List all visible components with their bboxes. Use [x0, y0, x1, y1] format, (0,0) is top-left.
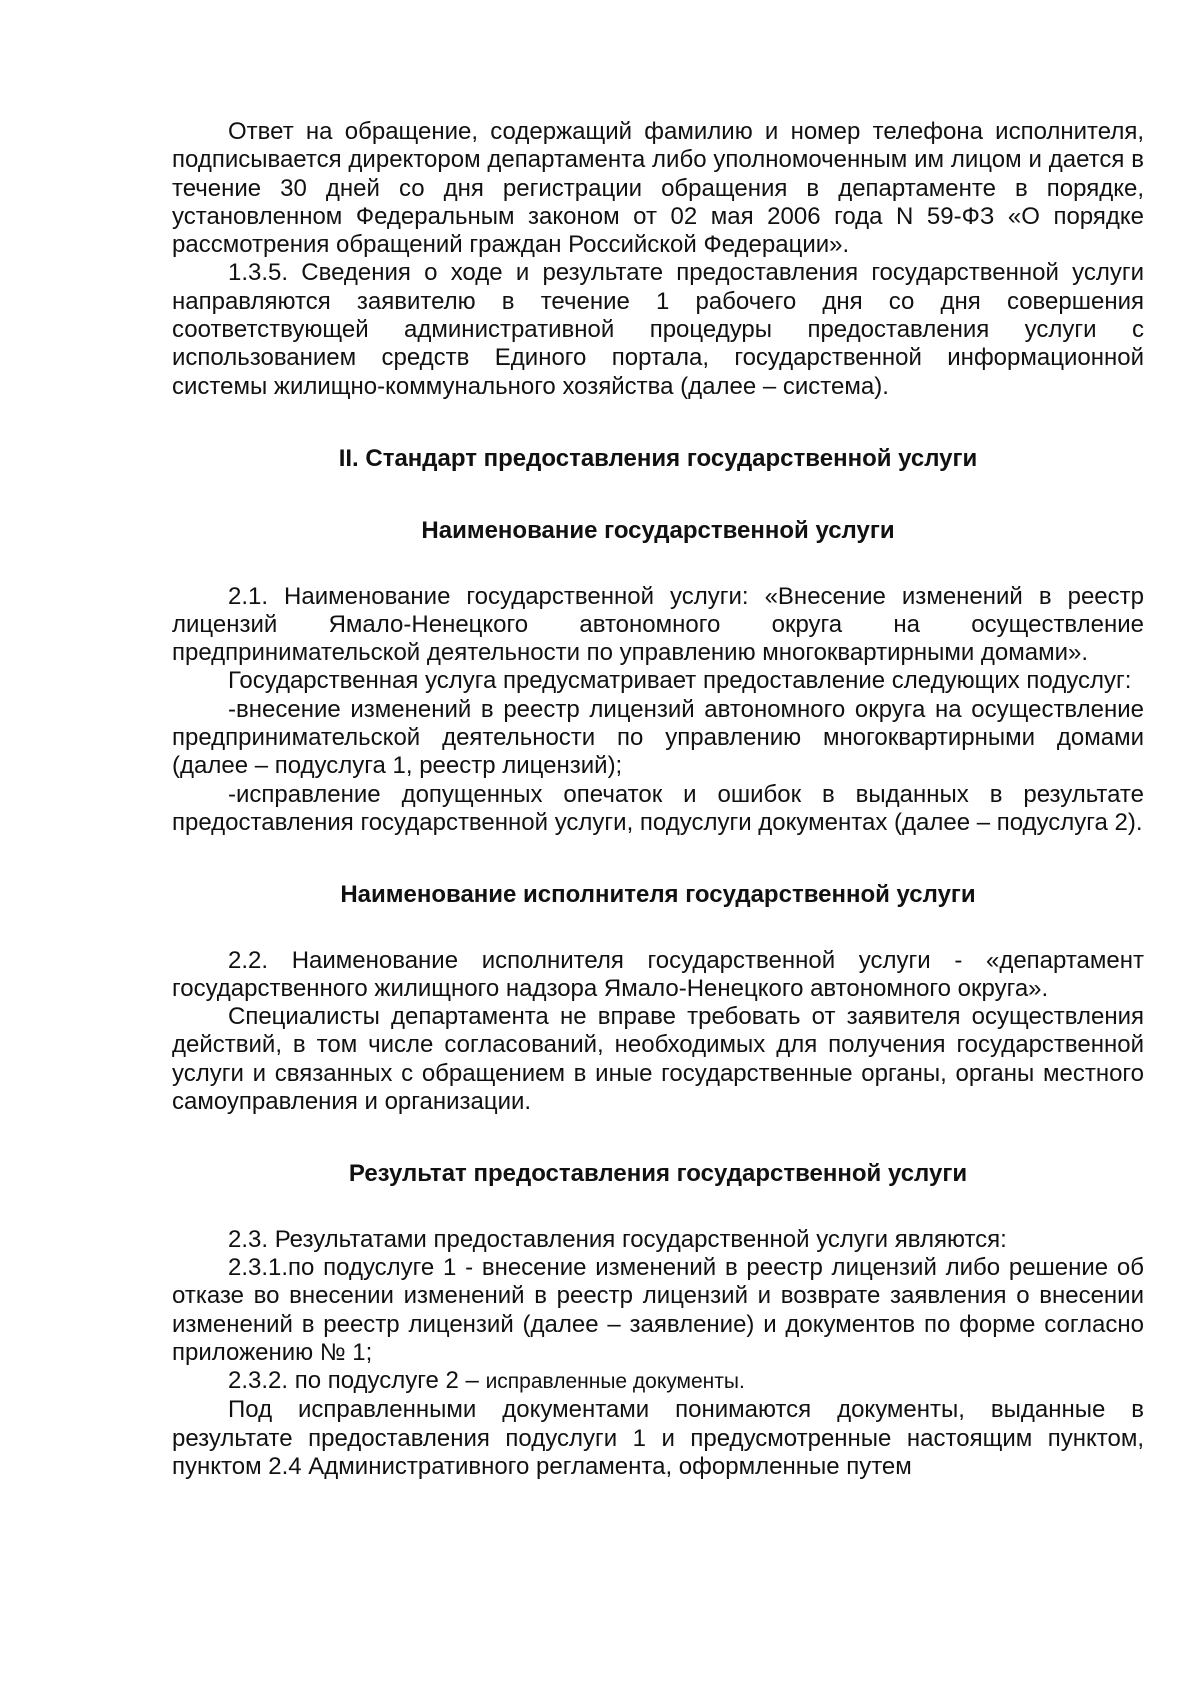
- paragraph-corrected-docs: Под исправленными документами понимаются документы, выданные в результате предоставления подуслуги 1 и предусмотренные настоящим пунктом, пунктом 2.4 Административного регламента, оформленные путем: [172, 1396, 1144, 1480]
- paragraph-2-1: 2.1. Наименование государственной услуги: «Внесение изменений в реестр лицензий Ямало-Ненецкого автономного округа на осуществление предпринимательской деятельности по управлению многоквартирными домами».: [172, 582, 1144, 667]
- heading-executor-name: Наименование исполнителя государственной услуги: [340, 881, 976, 909]
- paragraph-1-3-5: 1.3.5. Сведения о ходе и результате предоставления государственной услуги направляются заявителю в течение 1 рабочего дня со дня совершения соответствующей административной процедуры предоставления услуги с использованием средств Единого портала, государственной информационной системы жилищно-коммунального хозяйства (далее – система).: [172, 259, 1144, 400]
- paragraph-2-2: 2.2. Наименование исполнителя государственной услуги - «департамент государственного жилищного надзора Ямало-Ненецкого автономного округа».: [172, 946, 1144, 1002]
- paragraph-subservices-intro: Государственная услуга предусматривает предоставление следующих подуслуг:: [228, 667, 1132, 695]
- paragraph-subservice-2: -исправление допущенных опечаток и ошибок в выданных в результате предоставления государственной услуги, подуслуги документах (далее – подуслуга 2).: [172, 780, 1144, 836]
- document-page: [172, 118, 1144, 1481]
- paragraph-specialists: Специалисты департамента не вправе требовать от заявителя осуществления действий, в том числе согласований, необходимых для получения государственной услуги и связанных с обращением в иные государственные органы, органы местного самоуправления и организации.: [172, 1003, 1144, 1116]
- heading-service-name: Наименование государственной услуги: [421, 517, 895, 545]
- paragraph-response-order: Ответ на обращение, содержащий фамилию и номер телефона исполнителя, подписывается директором департамента либо уполномоченным им лицом и дается в течение 30 дней со дня регистрации обращения в департаменте в порядке, установленном Федеральным законом от 02 мая 2006 года N 59-ФЗ «О порядке рассмотрения обращений граждан Российской Федерации».: [172, 118, 1144, 259]
- paragraph-2-3-1: 2.3.1.по подуслуге 1 - внесение изменений в реестр лицензий либо решение об отказе во внесении изменений в реестр лицензий и возврате заявления о внесении изменений в реестр лицензий (далее – заявление) и документов по форме согласно приложению № 1;: [172, 1253, 1144, 1366]
- paragraph-2-3: 2.3. Результатами предоставления государственной услуги являются:: [228, 1225, 1007, 1253]
- paragraph-subservice-1: -внесение изменений в реестр лицензий автономного округа на осуществление предпринимательской деятельности по управлению многоквартирными домами (далее – подуслуга 1, реестр лицензий);: [172, 695, 1144, 780]
- heading-service-result: Результат предоставления государственной услуги: [348, 1160, 968, 1188]
- paragraph-2-3-2-suffix: исправленные документы.: [485, 1370, 745, 1394]
- section-title-standard: II. Стандарт предоставления государственной услуги: [338, 444, 978, 472]
- paragraph-2-3-2-prefix: 2.3.2. по подуслуге 2 –: [228, 1367, 486, 1395]
- paragraph-2-3-2: [172, 1367, 1144, 1396]
